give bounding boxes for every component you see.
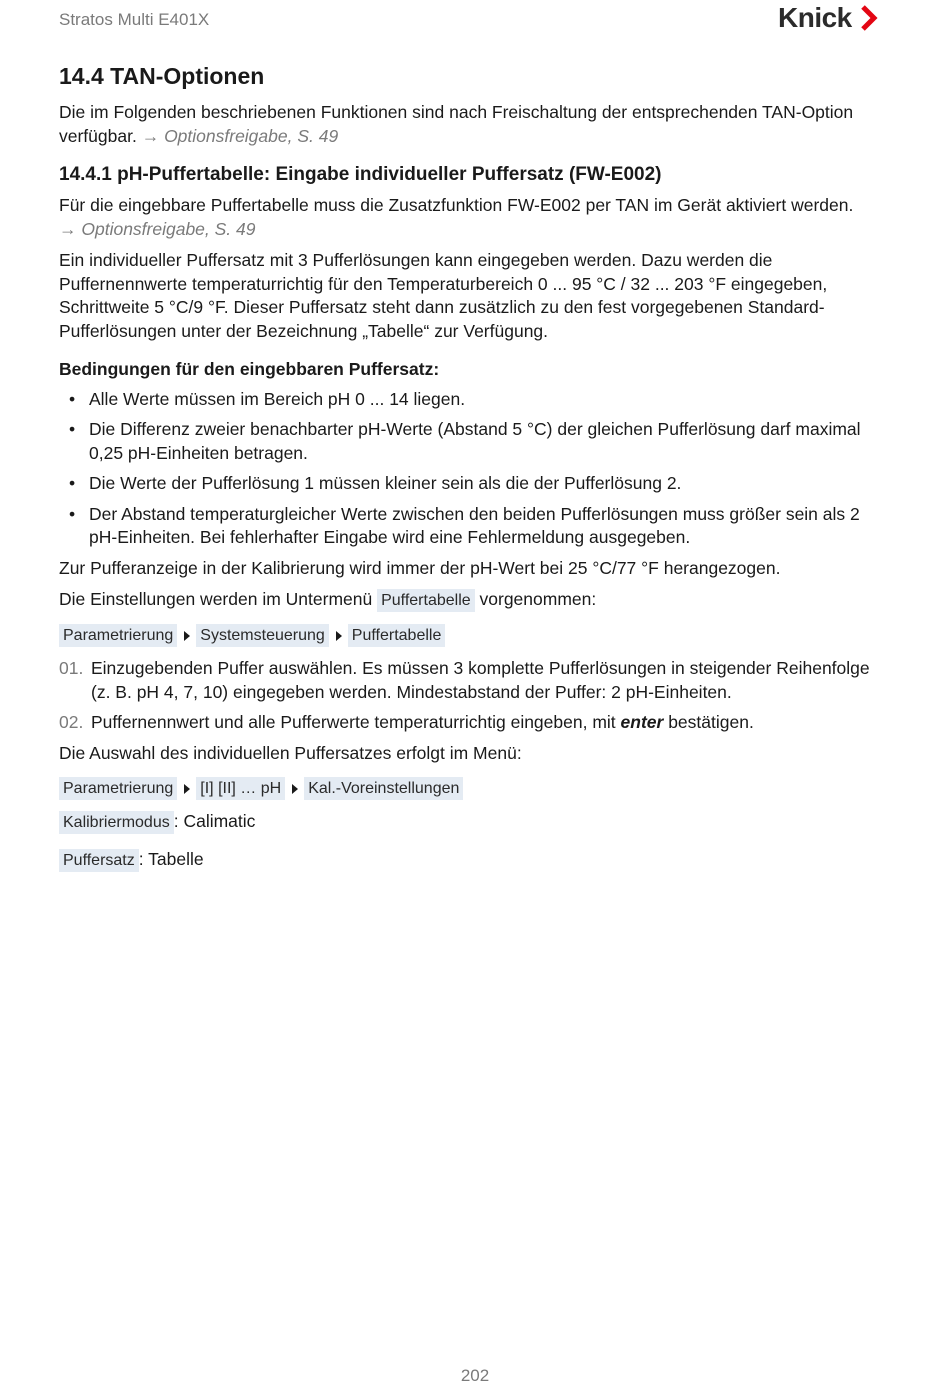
bullet-icon: • <box>69 503 76 524</box>
step-number: 02. <box>59 712 84 732</box>
paragraph-tan <box>59 194 889 241</box>
conditions-title: Bedingungen für den eingebbaren Puffersatz: <box>59 359 440 379</box>
triangle-right-icon <box>292 784 298 794</box>
menu-tag: Parametrierung <box>59 777 177 800</box>
knick-logo <box>778 2 878 34</box>
paragraph-buffer-set: Ein individueller Puffersatz mit 3 Pufferlösungen kann eingegeben werden. Dazu werden die Puffernennwerte temperaturrichtig für den Temperaturbereich 0 ... 95 °C / 32 ... 203 °F eingegeben, Schrittweite 5 °C/9 °F. Dieser Puffersatz steht dann zusätzlich zu den fest vorgegebenen Standard-Pufferlösungen unter der Bezeichnung „Tabelle“ zur Verfügung. <box>59 250 828 341</box>
chevron-right-icon <box>860 5 878 31</box>
paragraph-text: Für die eingebbare Puffertabelle muss die Zusatzfunktion FW-E002 per TAN im Gerät aktiviert werden. <box>59 195 854 215</box>
xref-link[interactable]: → Optionsfreigabe, S. 49 <box>59 218 256 239</box>
menu-path-kal <box>59 777 889 800</box>
triangle-right-icon <box>184 784 190 794</box>
setting-kalibriermodus <box>59 810 889 834</box>
settings-line: Die Einstellungen werden im Untermenü Puffertabelle vorgenommen: <box>59 588 889 612</box>
menu-tag: [I] [II] … pH <box>196 777 285 800</box>
logo-text: Knick <box>778 2 852 33</box>
bullet-icon: • <box>69 473 76 493</box>
menu-tag: Parametrierung <box>59 624 177 647</box>
menu-tag: Puffertabelle <box>348 624 446 647</box>
document-title: Stratos Multi E401X <box>59 10 210 29</box>
list-item: • Alle Werte müssen im Bereich pH 0 ... 14 liegen. <box>59 388 889 412</box>
menu-tag: Puffersatz <box>59 849 139 872</box>
step-number: 01. <box>59 658 84 678</box>
selection-note: Die Auswahl des individuellen Puffersatzes erfolgt im Menü: <box>59 742 522 763</box>
list-item: • Der Abstand temperaturgleicher Werte zwischen den beiden Pufferlösungen muss größer sein als 2 pH-Einheiten. Bei fehlerhafter Eingabe wird eine Fehlermeldung ausgegeben. <box>69 503 860 547</box>
menu-path-systemsteuerung <box>59 624 889 647</box>
intro-text: Die im Folgenden beschriebenen Funktionen sind nach Freischaltung der entsprechenden TAN-Option verfügbar. <box>59 102 854 146</box>
steps-list <box>59 657 889 735</box>
calibration-note: Zur Pufferanzeige in der Kalibrierung wird immer der pH-Wert bei 25 °C/77 °F herangezogen. <box>59 557 781 578</box>
list-item: • Die Differenz zweier benachbarter pH-Werte (Abstand 5 °C) der gleichen Pufferlösung darf maximal 0,25 pH-Einheiten betragen. <box>69 419 861 463</box>
enter-key: enter <box>620 712 664 732</box>
section-intro <box>59 101 889 148</box>
conditions-list <box>59 388 889 550</box>
list-item: • Die Werte der Pufferlösung 1 müssen kleiner sein als die der Pufferlösung 2. <box>59 472 889 496</box>
section-heading: 14.4 TAN-Optionen <box>59 63 265 89</box>
triangle-right-icon <box>336 631 342 641</box>
bullet-icon: • <box>69 388 76 409</box>
step-item: 01. Einzugebenden Puffer auswählen. Es müssen 3 komplette Pufferlösungen in steigender Reihenfolge (z. B. pH 4, 7, 10) eingegeben werden. Mindestabstand der Puffer: 2 pH-Einheiten. <box>59 658 870 702</box>
page-number: 202 <box>460 1366 490 1385</box>
xref-link[interactable]: → Optionsfreigabe, S. 49 <box>141 125 339 146</box>
setting-value: : Tabelle <box>138 849 204 869</box>
menu-tag: Kal.-Voreinstellungen <box>304 777 463 800</box>
page-content <box>59 60 889 886</box>
setting-value: : Calimatic <box>173 811 256 831</box>
subsection-heading: 14.4.1 pH-Puffertabelle: Eingabe individueller Puffersatz (FW-E002) <box>59 164 662 185</box>
bullet-icon: • <box>69 419 76 439</box>
menu-tag: Systemsteuerung <box>196 624 329 647</box>
triangle-right-icon <box>184 631 190 641</box>
menu-tag-puffertabelle: Puffertabelle <box>377 589 475 612</box>
menu-tag: Kalibriermodus <box>59 811 174 834</box>
setting-puffersatz <box>59 848 889 872</box>
step-item: 02. Puffernennwert und alle Pufferwerte temperaturrichtig eingeben, mit enter bestätigen. <box>59 711 889 735</box>
